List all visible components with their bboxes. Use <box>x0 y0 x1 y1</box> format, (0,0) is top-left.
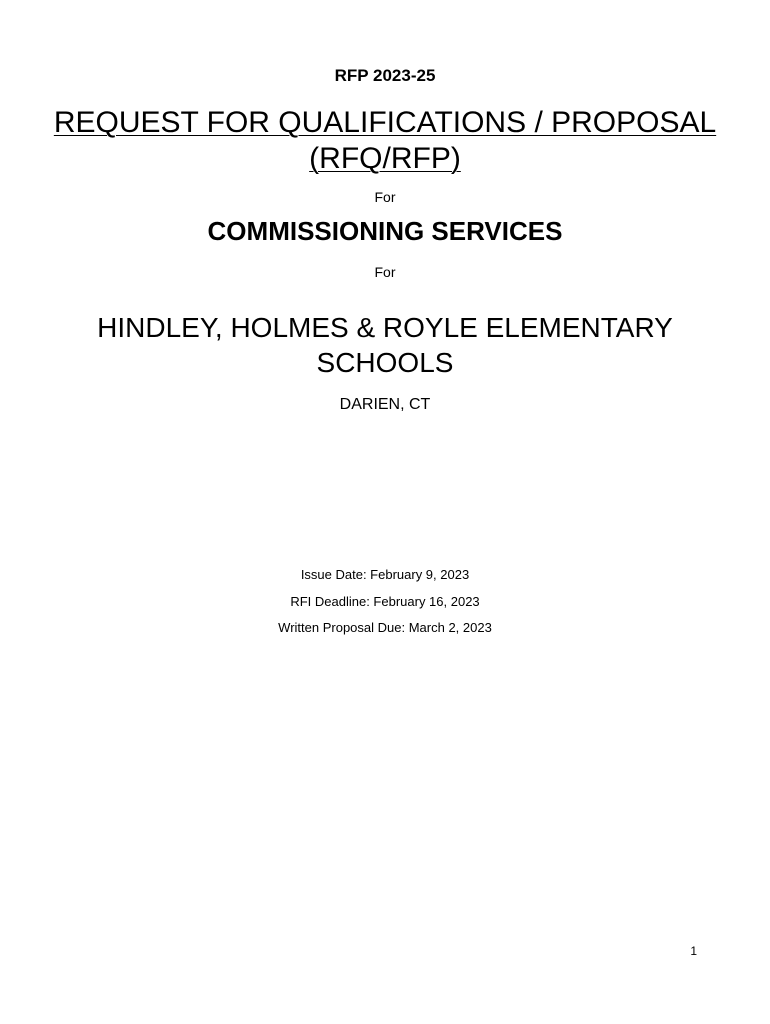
for-label-2: For <box>374 264 396 280</box>
proposal-due-date: Written Proposal Due: March 2, 2023 <box>278 620 492 635</box>
location: DARIEN, CT <box>339 396 431 413</box>
schools-title-line-2: SCHOOLS <box>316 347 454 378</box>
rfi-deadline: RFI Deadline: February 16, 2023 <box>290 594 480 609</box>
document-title-line-1: REQUEST FOR QUALIFICATIONS / PROPOSAL <box>53 106 717 139</box>
schools-title-line-1: HINDLEY, HOLMES & ROYLE ELEMENTARY <box>97 312 673 343</box>
issue-date: Issue Date: February 9, 2023 <box>300 567 470 582</box>
service-title: COMMISSIONING SERVICES <box>207 216 563 246</box>
rfp-number: RFP 2023-25 <box>334 66 436 85</box>
page-number: 1 <box>690 944 697 958</box>
for-label-1: For <box>374 189 396 205</box>
document-title-line-2: (RFQ/RFP) <box>309 142 461 175</box>
